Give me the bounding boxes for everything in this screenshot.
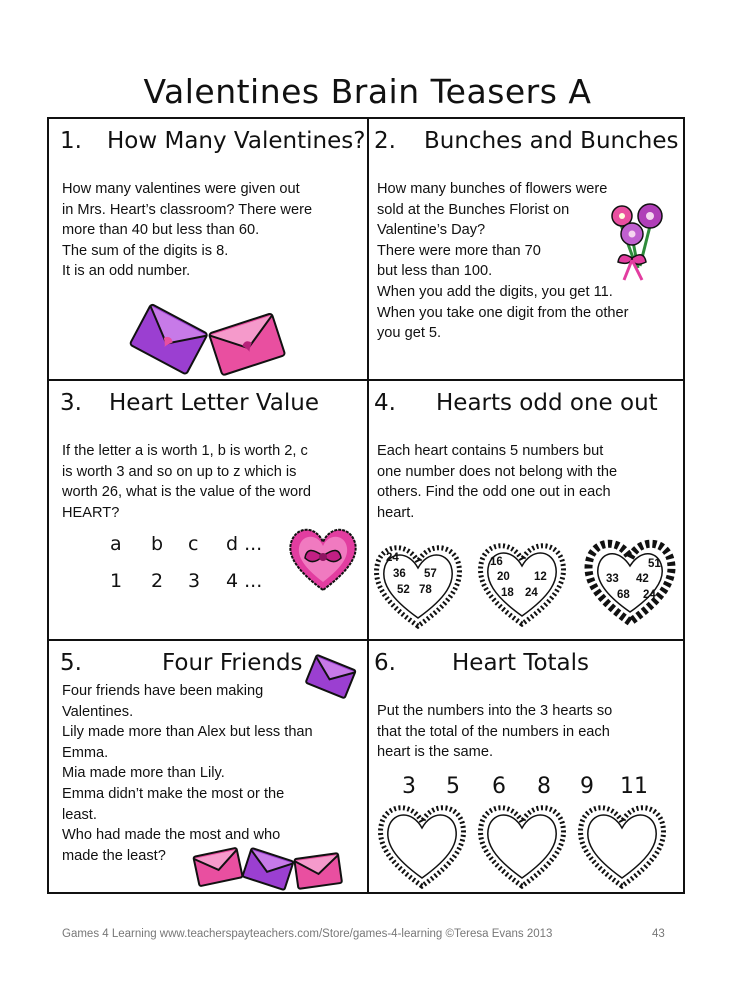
heart-number: 52	[397, 584, 410, 596]
envelope-icon	[130, 305, 210, 377]
envelope-icon	[306, 654, 358, 698]
grid-divider-row2	[49, 639, 683, 641]
total-number: 8	[537, 774, 551, 799]
cell-heading: Four Friends	[162, 650, 303, 676]
body-line: is worth 3 and so on up to z which is	[62, 463, 297, 480]
letter-value: 3	[188, 570, 201, 592]
body-line: made the least?	[62, 847, 166, 864]
flower-bouquet-icon	[602, 196, 668, 282]
cell-body	[377, 441, 617, 523]
body-line: but less than 100.	[377, 263, 493, 280]
letter-value: 1	[110, 570, 123, 592]
heart-number: 24	[525, 587, 538, 599]
envelope-icon	[208, 312, 288, 376]
cell-body	[62, 441, 311, 523]
cell-body	[62, 681, 313, 866]
body-line: one number does not belong with the	[377, 463, 618, 480]
heart-number: 20	[497, 571, 510, 583]
body-line: Emma.	[62, 744, 109, 761]
total-number: 3	[402, 774, 416, 799]
body-line: There were more than 70	[377, 242, 541, 259]
body-line: It is an odd number.	[62, 263, 191, 280]
cell-heading: Heart Totals	[452, 650, 590, 676]
body-line: When you take one digit from the other	[377, 304, 629, 321]
heart-number: 12	[534, 571, 547, 583]
page-title: Valentines Brain Teasers A	[143, 72, 592, 111]
body-line: HEART?	[62, 504, 120, 521]
heart-number: 36	[393, 568, 406, 580]
letter: a	[110, 533, 122, 555]
cell-number: 4.	[374, 390, 396, 416]
heart-number: 18	[501, 587, 514, 599]
envelope-icon	[242, 846, 294, 892]
letter: d ...	[226, 533, 263, 555]
body-line: in Mrs. Heart’s classroom? There were	[62, 201, 313, 218]
cell-number: 2.	[374, 128, 396, 154]
cell-heading: Hearts odd one out	[436, 390, 658, 416]
cell-heading: Bunches and Bunches	[424, 128, 679, 154]
body-line: Lily made more than Alex but less than	[62, 724, 313, 741]
letter-value: 4 ...	[226, 570, 263, 592]
body-line: you get 5.	[377, 325, 442, 342]
envelope-icon	[192, 846, 244, 888]
heart-number: 24	[643, 589, 656, 601]
page-number: 43	[652, 928, 665, 940]
heart-bow-icon	[286, 524, 360, 594]
body-line: Valentines.	[62, 703, 134, 720]
body-line: If the letter a is worth 1, b is worth 2, c	[62, 443, 308, 459]
heart-number: 68	[617, 589, 630, 601]
body-line: sold at the Bunches Florist on	[377, 201, 570, 218]
body-line: more than 40 but less than 60.	[62, 222, 260, 239]
total-number: 5	[446, 774, 460, 799]
heart-number: 51	[648, 558, 661, 570]
body-line: Valentine’s Day?	[377, 222, 486, 239]
heart-numbers	[490, 556, 560, 606]
total-number: 11	[620, 774, 648, 799]
grid-divider-row1	[49, 379, 683, 381]
body-line: How many bunches of flowers were	[377, 181, 608, 197]
heart-number: 57	[424, 568, 437, 580]
cell-number: 1.	[60, 128, 82, 154]
heart-numbers	[386, 552, 456, 602]
body-line: Put the numbers into the 3 hearts so	[377, 703, 613, 719]
body-line: worth 26, what is the value of the word	[62, 484, 312, 501]
body-line: heart is the same.	[377, 744, 493, 761]
cell-number: 5.	[60, 650, 82, 676]
cell-body	[377, 701, 612, 763]
heart-number: 42	[636, 573, 649, 585]
total-number: 6	[492, 774, 506, 799]
heart-number: 24	[386, 552, 399, 564]
lace-heart-icon	[374, 800, 470, 890]
cell-number: 3.	[60, 390, 82, 416]
heart-number: 33	[606, 573, 619, 585]
body-line: least.	[62, 806, 97, 823]
body-line: Emma didn’t make the most or the	[62, 785, 285, 802]
body-line: How many valentines were given out	[62, 181, 300, 197]
letter: b	[151, 533, 164, 555]
letter-value: 2	[151, 570, 164, 592]
heart-numbers	[602, 558, 674, 608]
heart-number: 16	[490, 556, 503, 568]
body-line: Each heart contains 5 numbers but	[377, 443, 604, 459]
lace-heart-icon	[474, 800, 570, 890]
body-line: Mia made more than Lily.	[62, 765, 225, 782]
grid-divider-vertical	[367, 119, 369, 892]
footer-credit: Games 4 Learning www.teacherspayteachers.com/Store/games-4-learning ©Teresa Evans 2013	[62, 928, 553, 940]
lace-heart-icon	[574, 800, 670, 890]
body-line: others. Find the odd one out in each	[377, 484, 611, 501]
body-line: Four friends have been making	[62, 683, 264, 699]
cell-body	[377, 179, 628, 344]
letter: c	[188, 533, 199, 555]
body-line: The sum of the digits is 8.	[62, 242, 229, 259]
cell-heading: How Many Valentines?	[107, 128, 366, 154]
body-line: heart.	[377, 504, 415, 521]
cell-heading: Heart Letter Value	[109, 390, 319, 416]
body-line: that the total of the numbers in each	[377, 723, 610, 740]
heart-number: 78	[419, 584, 432, 596]
body-line: Who had made the most and who	[62, 827, 281, 844]
body-line: When you add the digits, you get 11.	[377, 283, 613, 300]
cell-body	[62, 179, 312, 282]
total-number: 9	[580, 774, 594, 799]
envelope-icon	[292, 848, 344, 892]
cell-number: 6.	[374, 650, 396, 676]
